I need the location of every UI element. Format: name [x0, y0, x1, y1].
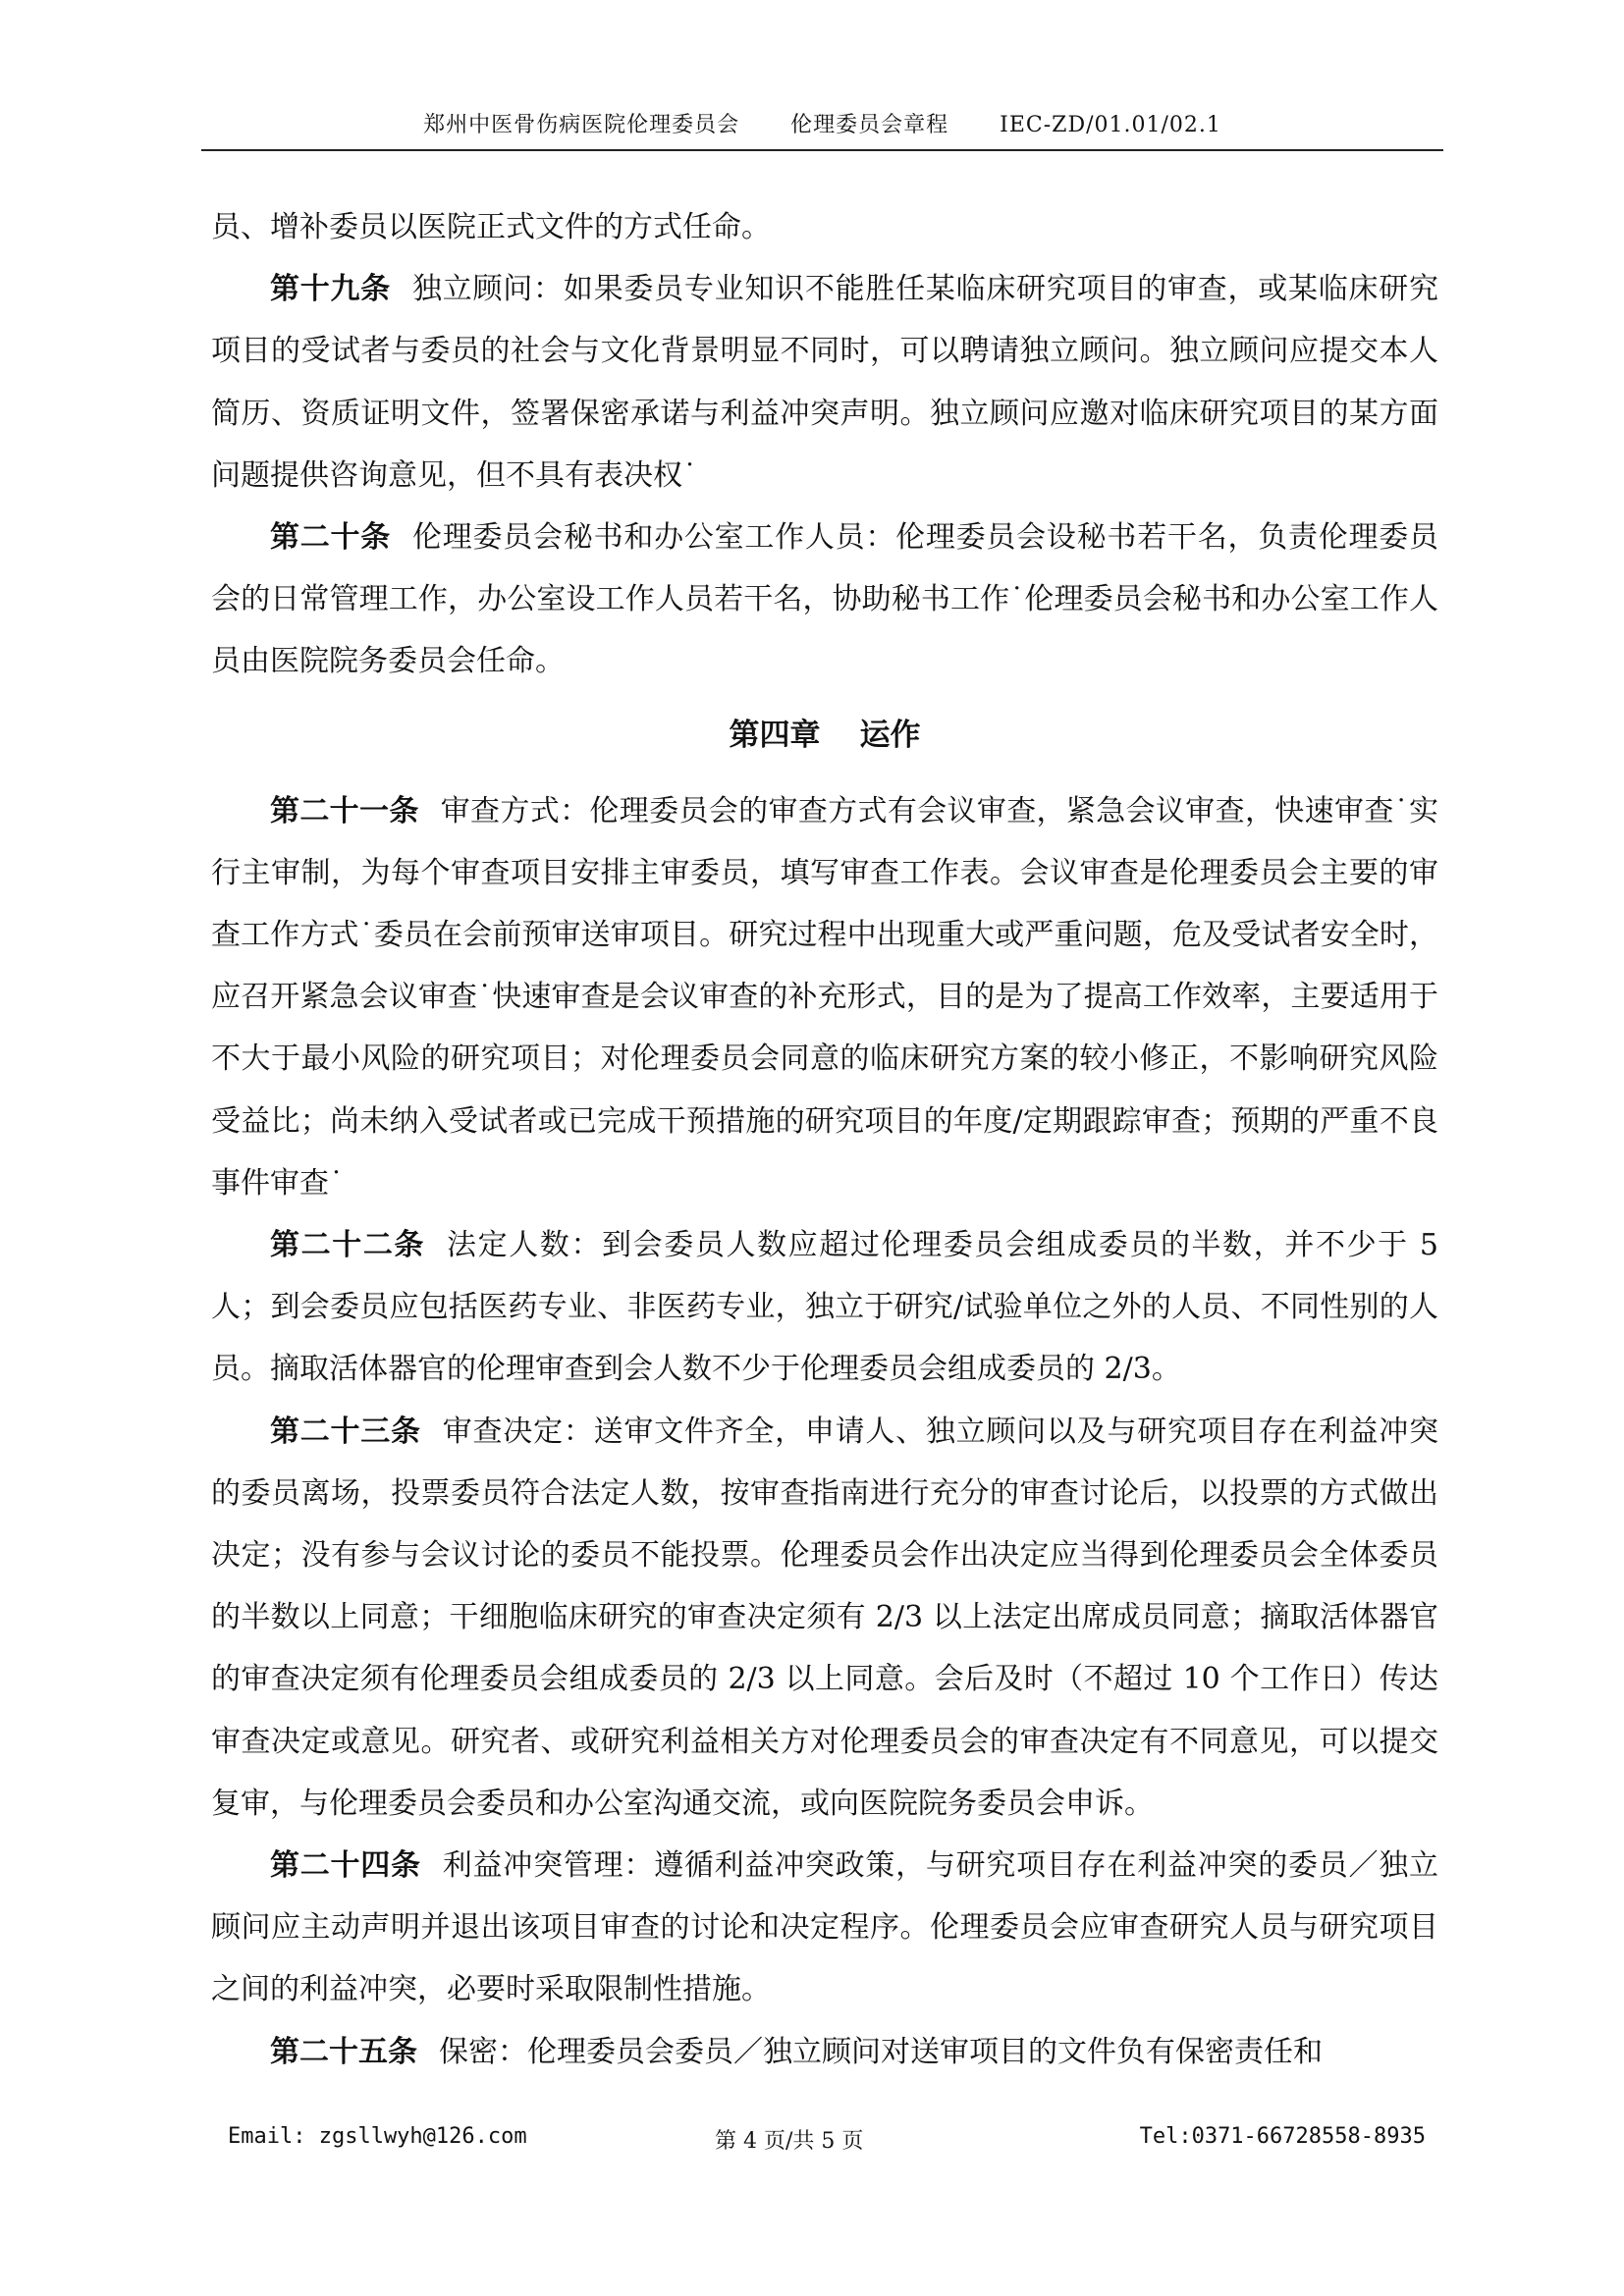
article-23 [211, 1401, 1438, 1835]
article-22 [211, 1214, 1438, 1401]
article-title: 第二十四条 [270, 1848, 421, 1884]
footer-email: Email: zgsllwyh@126.com [228, 2124, 527, 2149]
chapter-heading [211, 705, 1438, 767]
page-footer [228, 2124, 1426, 2163]
article-text: 审查决定：送审文件齐全，申请人、独立顾问以及与研究项目存在利益冲突的委员离场，投票委员符合法定人数，按审查指南进行充分的审查讨论后，以投票的方式做出决定；没有参与会议讨论的委员不能投票。伦理委员会作出决定应当得到伦理委员会全体委员的半数以上同意；干细胞临床研究的审查决定须有 2/3 以上法定出席成员同意；摘取活体器官的审查决定须有伦理委员会组成委员的 2/3 以上同意。会后及时（不超过 10 个工作日）传达审查决定或意见。研究者、或研究利益相关方对伦理委员会的审查决定有不同意见，可以提交复审，与伦理委员会委员和办公室沟通交流，或向医院院务委员会申诉。 [211, 1414, 1439, 1821]
document-body [211, 196, 1438, 2083]
article-title: 第二十三条 [270, 1414, 421, 1449]
article-text: 审查方式：伦理委员会的审查方式有会议审查，紧急会议审查，快速审查˙实行主审制，为每个审查项目安排主审委员，填写审查工作表。会议审查是伦理委员会主要的审查工作方式˙委员在会前预审送审项目。研究过程中出现重大或严重问题，危及受试者安全时，应召开紧急会议审查˙快速审查是会议审查的补充形式，目的是为了提高工作效率，主要适用于不大于最小风险的研究项目；对伦理委员会同意的临床研究方案的较小修正，不影响研究风险受益比；尚未纳入受试者或已完成干预措施的研究项目的年度/定期跟踪审查；预期的严重不良事件审查˙ [211, 793, 1439, 1201]
article-text: 保密：伦理委员会委员／独立顾问对送审项目的文件负有保密责任和 [439, 2034, 1323, 2069]
article-title: 第二十二条 [270, 1228, 426, 1263]
article-title: 第二十一条 [270, 793, 419, 828]
header-title: 伦理委员会章程 [790, 113, 949, 137]
article-21 [211, 780, 1438, 1214]
footer-page-number: 第 4 页/共 5 页 [715, 2129, 864, 2154]
footer-phone: Tel:0371-66728558-8935 [1139, 2124, 1426, 2149]
header-code: IEC-ZD/01.01/02.1 [1000, 113, 1221, 137]
article-title: 第十九条 [270, 272, 392, 307]
article-text: 利益冲突管理：遵循利益冲突政策，与研究项目存在利益冲突的委员／独立顾问应主动声明并退出该项目审查的讨论和决定程序。伦理委员会应审查研究人员与研究项目之间的利益冲突，必要时采取限制性措施。 [211, 1848, 1439, 2007]
article-24 [211, 1835, 1438, 2021]
article-title: 第二十五条 [270, 2034, 417, 2069]
page-header [201, 108, 1443, 151]
article-text: 法定人数：到会委员人数应超过伦理委员会组成委员的半数，并不少于 5 人；到会委员应包括医药专业、非医药专业，独立于研究/试验单位之外的人员、不同性别的人员。摘取活体器官的伦理审查到会人数不少于伦理委员会组成委员的 2/3。 [211, 1228, 1439, 1387]
article-19 [211, 258, 1438, 507]
header-org: 郑州中医骨伤病医院伦理委员会 [423, 113, 740, 137]
chapter-name: 运作 [859, 717, 921, 753]
article-title: 第二十条 [270, 520, 392, 556]
paragraph-continuation: 员、增补委员以医院正式文件的方式任命。 [211, 210, 771, 244]
article-20 [211, 507, 1438, 693]
article-text: 独立顾问：如果委员专业知识不能胜任某临床研究项目的审查，或某临床研究项目的受试者与委员的社会与文化背景明显不同时，可以聘请独立顾问。独立顾问应提交本人简历、资质证明文件，签署保密承诺与利益冲突声明。独立顾问应邀对临床研究项目的某方面问题提供咨询意见，但不具有表决权˙ [211, 272, 1439, 493]
article-25 [211, 2021, 1438, 2083]
article-text: 伦理委员会秘书和办公室工作人员：伦理委员会设秘书若干名，负责伦理委员会的日常管理工作，办公室设工作人员若干名，协助秘书工作˙伦理委员会秘书和办公室工作人员由医院院务委员会任命。 [211, 520, 1439, 679]
chapter-number: 第四章 [729, 717, 821, 753]
